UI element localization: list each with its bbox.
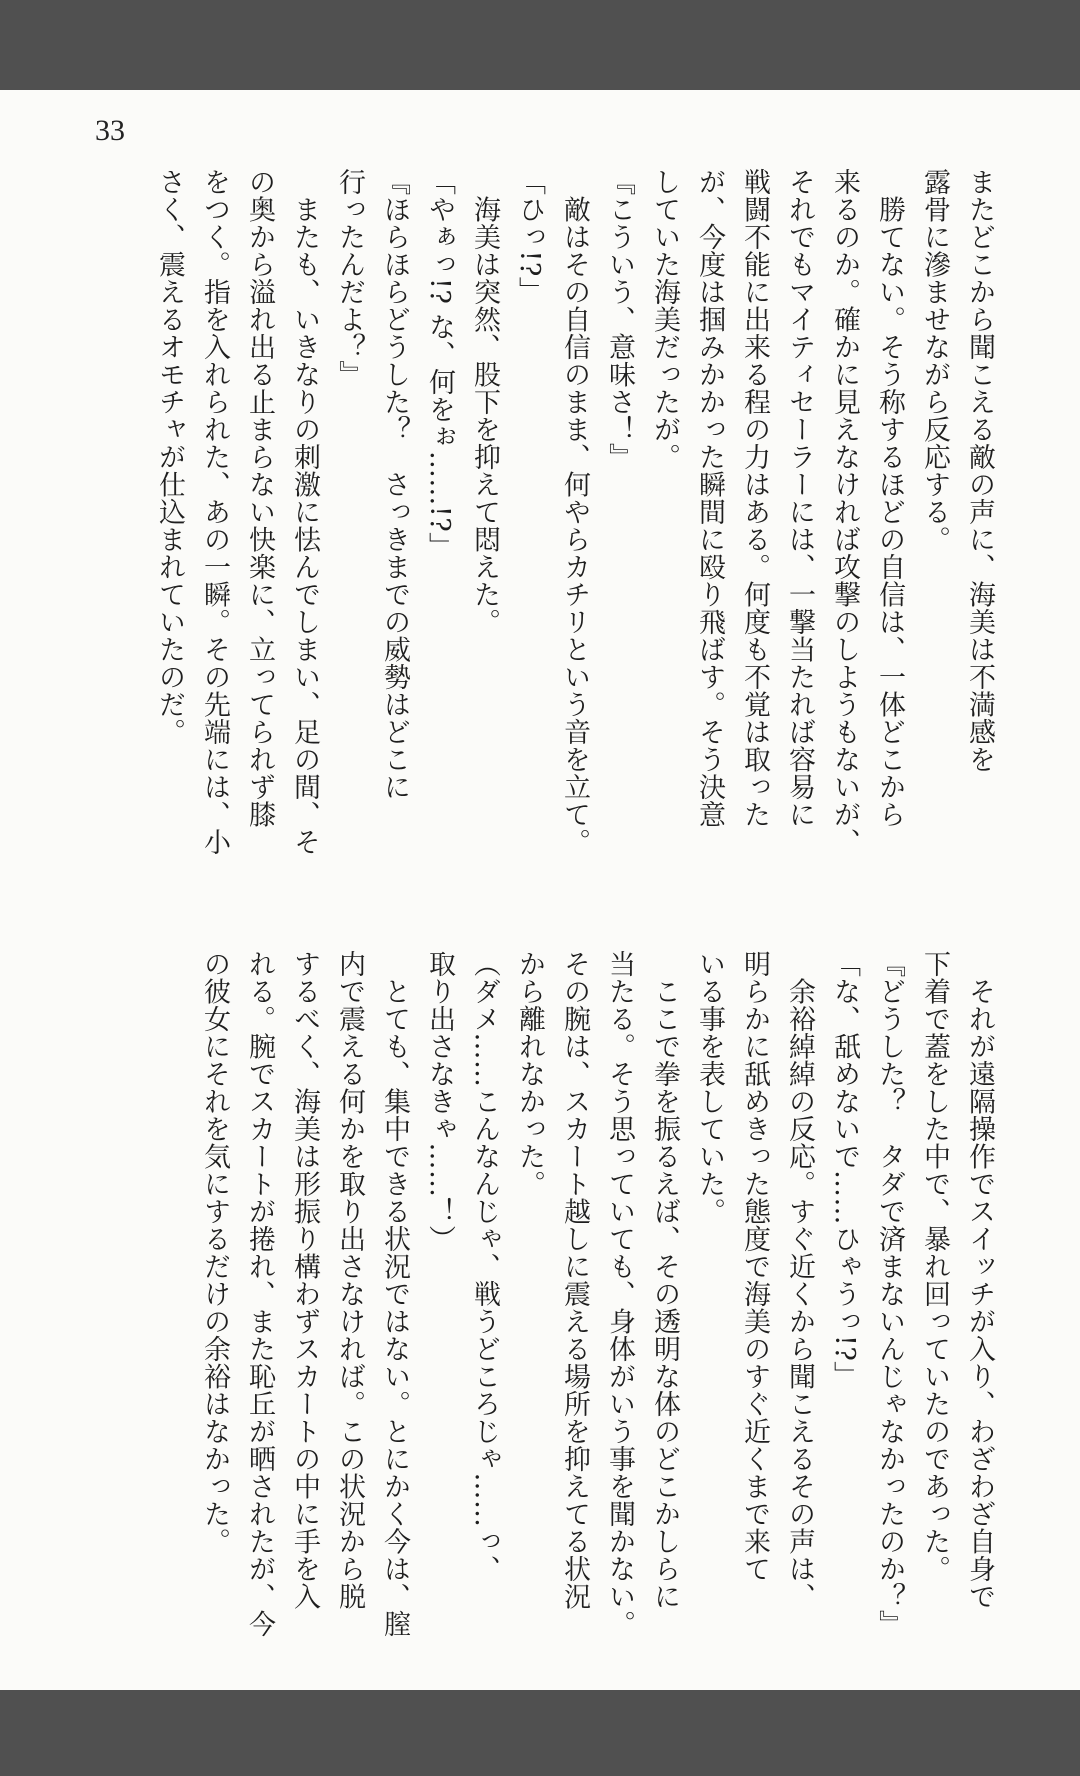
text-line: 『こういう、意味さ！』 — [604, 168, 635, 471]
text-line: 「ひっ!?」 — [514, 168, 545, 305]
text-line: 下着で蓋をした中で、暴れ回っていたのであった。 — [919, 950, 950, 1583]
text-line: 敵はその自信のまま、何やらカチリという音を立て。 — [559, 168, 590, 856]
text-line: いる事を表していた。 — [694, 950, 725, 1225]
text-line: の奥から溢れ出る止まらない快楽に、立ってられず膝 — [244, 168, 275, 828]
text-line: 明らかに舐めきった態度で海美のすぐ近くまで来て — [739, 950, 770, 1583]
text-line: 勝てない。そう称するほどの自信は、一体どこから — [874, 168, 905, 828]
text-line: それが遠隔操作でスイッチが入り、わざわざ自身で — [964, 950, 995, 1610]
text-line: 『どうした？ タダで済まないんじゃなかったのか？』 — [874, 950, 905, 1638]
book-page — [0, 90, 1080, 1690]
text-line: するべく、海美は形振り構わずスカートの中に手を入 — [289, 950, 320, 1610]
text-line: をつく。指を入れられた、あの一瞬。その先端には、小 — [199, 168, 230, 856]
reader-bottom-bar — [0, 1690, 1080, 1776]
text-line: 内で震える何かを取り出さなければ。この状況から脱 — [334, 950, 365, 1610]
text-line: とても、集中できる状況ではない。とにかく今は、膣 — [379, 950, 410, 1638]
upper-text-block — [77, 168, 1002, 868]
page-number: 33 — [95, 114, 125, 147]
text-line: 『ほらほらどうした？ さっきまでの威勢はどこに — [379, 168, 410, 801]
text-line: れる。腕でスカートが捲れ、また恥丘が晒されたが、今 — [244, 950, 275, 1638]
text-line: それでもマイティセーラーには、一撃当たれば容易に — [784, 168, 815, 828]
text-line: 来るのか。確かに見えなければ攻撃のしようもないが、 — [829, 168, 860, 856]
text-line: またどこから聞こえる敵の声に、海美は不満感を — [964, 168, 995, 773]
lower-text-block — [77, 950, 1002, 1650]
text-line: 「な、舐めないで……ひゃうっ!?」 — [829, 950, 860, 1389]
text-line: 露骨に滲ませながら反応する。 — [919, 168, 950, 553]
text-line: 行ったんだよ？』 — [334, 168, 365, 388]
text-line: その腕は、スカート越しに震える場所を抑えてる状況 — [559, 950, 590, 1610]
text-line: の彼女にそれを気にするだけの余裕はなかった。 — [199, 950, 230, 1555]
text-line: 海美は突然、股下を抑えて悶えた。 — [469, 168, 500, 636]
text-line: 戦闘不能に出来る程の力はある。何度も不覚は取った — [739, 168, 770, 828]
text-line: から離れなかった。 — [514, 950, 545, 1198]
text-line: 「やぁっ!? な、何をぉ……!?」 — [424, 168, 455, 560]
text-line: が、今度は掴みかかった瞬間に殴り飛ばす。そう決意 — [694, 168, 725, 828]
text-line: 取り出さなきゃ……！） — [424, 950, 455, 1253]
text-line: 余裕綽綽の反応。すぐ近くから聞こえるその声は、 — [784, 950, 815, 1610]
text-line: していた海美だったが。 — [649, 168, 680, 471]
text-line: 当たる。そう思っていても、身体がいう事を聞かない。 — [604, 950, 635, 1638]
text-line: ここで拳を振るえば、その透明な体のどこかしらに — [649, 950, 680, 1610]
text-line: またも、いきなりの刺激に怯んでしまい、足の間、そ — [289, 168, 320, 856]
reader-top-bar — [0, 0, 1080, 90]
text-line: （ダメ……こんなんじゃ、戦うどころじゃ……っ、 — [469, 950, 500, 1583]
text-line: さく、震えるオモチャが仕込まれていたのだ。 — [154, 168, 185, 746]
